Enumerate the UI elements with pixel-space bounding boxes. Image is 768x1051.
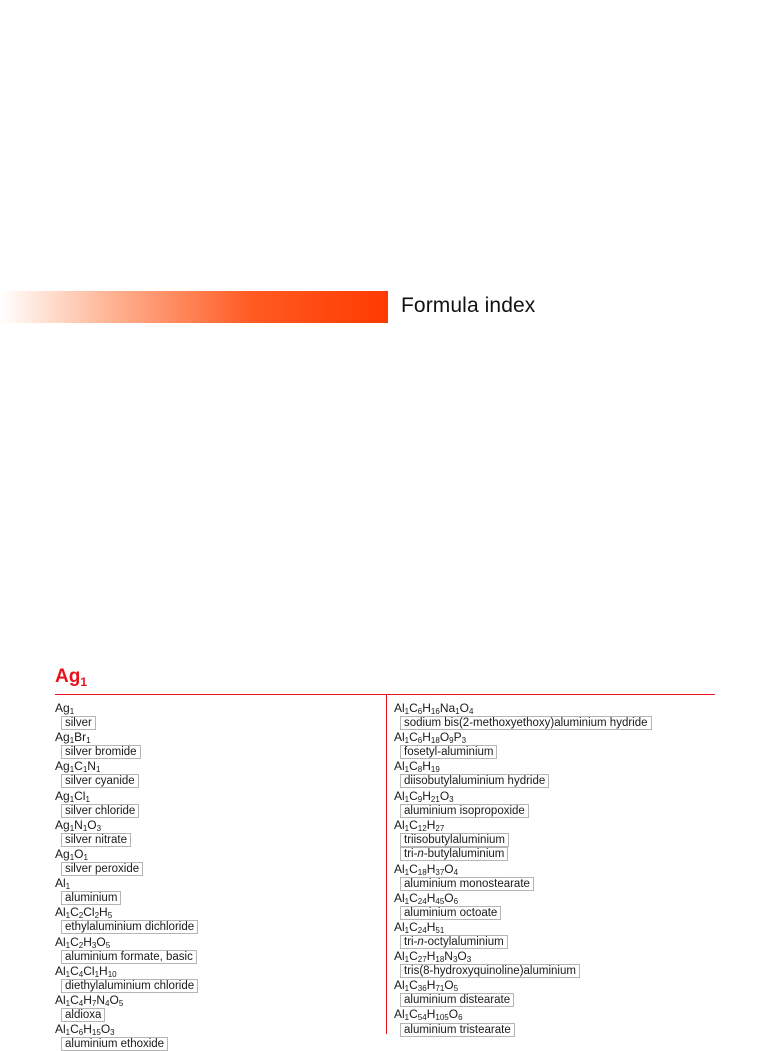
element-symbol: H <box>422 788 431 803</box>
element-symbol: Al <box>55 934 66 949</box>
element-count: 9 <box>417 794 423 804</box>
element-symbol: O <box>96 934 106 949</box>
compound-name-row <box>55 1037 375 1051</box>
compound-name-link[interactable]: ethylaluminium dichloride <box>61 920 198 934</box>
element-count: 18 <box>435 955 445 965</box>
compound-name-row <box>394 993 724 1008</box>
element-symbol: O <box>439 788 450 803</box>
element-count: 37 <box>435 867 445 877</box>
compound-name-row <box>394 847 724 862</box>
compound-name-row <box>394 745 724 760</box>
element-symbol: Al <box>55 876 66 891</box>
element-count: 6 <box>417 707 423 716</box>
element-symbol: C <box>70 963 79 978</box>
formula-entry <box>55 935 375 950</box>
element-symbol: N <box>87 759 96 774</box>
formula-entry <box>55 964 375 979</box>
formula-entry <box>394 818 724 833</box>
element-symbol: Ag <box>55 788 70 803</box>
element-count: 1 <box>404 823 410 833</box>
element-count: 51 <box>435 925 445 935</box>
compound-name-row <box>394 1022 724 1037</box>
element-symbol: O <box>448 1007 459 1022</box>
element-symbol: C <box>409 817 418 832</box>
element-symbol: Al <box>55 963 66 978</box>
element-symbol: Ag <box>55 730 70 745</box>
element-symbol: H <box>422 730 431 745</box>
compound-name-link[interactable]: aluminium tristearate <box>400 1023 515 1037</box>
element-symbol: Al <box>394 978 405 993</box>
element-count: 1 <box>404 794 410 804</box>
element-count: 3 <box>449 794 454 804</box>
compound-name-link[interactable]: fosetyl-aluminium <box>400 745 497 759</box>
element-count: 105 <box>435 1013 449 1023</box>
element-symbol: O <box>457 949 467 964</box>
element-count: 1 <box>65 882 71 892</box>
element-count: 1 <box>65 911 71 921</box>
compound-name-link[interactable]: silver <box>61 716 96 730</box>
element-count: 3 <box>96 823 102 833</box>
element-symbol: H <box>83 934 92 949</box>
element-symbol: O <box>444 890 454 905</box>
element-symbol: H <box>83 1022 92 1037</box>
element-symbol: C <box>74 759 83 774</box>
element-count: 12 <box>417 823 427 833</box>
element-count: 24 <box>417 925 427 935</box>
element-symbol: O <box>444 861 454 876</box>
element-count: 1 <box>69 707 75 716</box>
element-count: 2 <box>94 911 100 921</box>
element-count: 10 <box>107 969 117 979</box>
element-count: 4 <box>78 969 84 979</box>
formula-entry <box>55 905 375 920</box>
compound-name-link[interactable]: diethylaluminium chloride <box>61 979 198 993</box>
element-count: 5 <box>107 911 113 921</box>
element-count: 2 <box>78 911 84 921</box>
compound-name-row <box>55 1007 375 1022</box>
element-symbol: C <box>70 934 79 949</box>
element-symbol: Al <box>55 905 66 920</box>
element-symbol: N <box>444 949 453 964</box>
element-count: 4 <box>78 998 84 1008</box>
compound-name-row <box>394 803 724 818</box>
element-symbol: O <box>87 817 97 832</box>
element-count: 71 <box>435 984 445 994</box>
element-count: 1 <box>94 969 100 979</box>
element-count: 16 <box>430 707 440 716</box>
element-count: 4 <box>453 867 459 877</box>
element-symbol: Ag <box>55 846 70 861</box>
element-count: 45 <box>435 896 445 906</box>
compound-name-row <box>394 964 724 979</box>
element-symbol: O <box>444 978 454 993</box>
formula-entry <box>394 1007 724 1022</box>
compound-name-row <box>55 803 375 818</box>
element-symbol: H <box>426 919 436 934</box>
element-count: 1 <box>95 765 101 775</box>
compound-name-link[interactable]: aluminium monostearate <box>400 877 534 891</box>
element-count: 6 <box>458 1013 463 1023</box>
element-count: 3 <box>466 955 472 965</box>
element-count: 3 <box>452 955 458 965</box>
compound-name-link[interactable]: aldioxa <box>61 1008 105 1022</box>
compound-name-link[interactable]: tris(8-hydroxyquinoline)aluminium <box>400 964 580 978</box>
element-symbol: Na <box>439 701 456 715</box>
element-symbol: C <box>409 919 418 934</box>
element-symbol: O <box>459 701 469 715</box>
element-symbol: Cl <box>74 788 86 803</box>
element-count: 21 <box>430 794 440 804</box>
element-symbol: H <box>99 905 108 920</box>
element-symbol: H <box>83 992 92 1007</box>
element-symbol: C <box>70 1022 79 1037</box>
element-symbol: H <box>426 949 436 964</box>
page-title: Formula index <box>401 294 536 317</box>
element-symbol: Cl <box>83 905 95 920</box>
element-symbol: N <box>96 992 106 1007</box>
element-symbol: Al <box>394 701 405 715</box>
compound-name-link[interactable]: tri-n-butylaluminium <box>400 847 508 861</box>
element-count: 1 <box>404 896 410 906</box>
formula-entry <box>55 818 375 833</box>
element-symbol: C <box>409 701 418 715</box>
element-count: 1 <box>82 765 88 775</box>
formula-entry <box>394 789 724 804</box>
element-count: 24 <box>417 896 427 906</box>
element-symbol: H <box>422 759 431 774</box>
element-symbol: Ag <box>55 759 70 774</box>
compound-name-link[interactable]: triisobutylaluminium <box>400 833 509 847</box>
element-count: 1 <box>82 823 88 833</box>
compound-name-row <box>55 891 375 906</box>
element-count: 1 <box>404 736 410 746</box>
compound-name-link[interactable]: aluminium formate, basic <box>61 950 197 964</box>
compound-name-link[interactable]: silver bromide <box>61 745 141 759</box>
formula-entry <box>394 759 724 774</box>
compound-name-row <box>394 774 724 789</box>
element-symbol: O <box>109 992 119 1007</box>
compound-name-link[interactable]: tri-n-octylaluminium <box>400 935 508 949</box>
element-count: 1 <box>65 969 71 979</box>
compound-name-row <box>55 862 375 877</box>
column-divider <box>386 694 387 1034</box>
element-symbol: C <box>409 861 418 876</box>
element-symbol: N <box>74 817 83 832</box>
formula-entry <box>394 862 724 877</box>
element-count: 1 <box>404 925 410 935</box>
formula-entry <box>55 789 375 804</box>
element-count: 54 <box>417 1013 427 1023</box>
element-count: 6 <box>78 1028 84 1038</box>
element-count: 27 <box>435 823 445 833</box>
element-symbol: Al <box>394 1007 405 1022</box>
section-heading <box>55 666 87 693</box>
formula-entry <box>55 847 375 862</box>
element-count: 1 <box>404 984 410 994</box>
element-count: 1 <box>69 765 75 775</box>
element-count: 1 <box>455 707 460 716</box>
element-symbol: Cl <box>83 963 95 978</box>
element-count: 5 <box>118 998 124 1008</box>
element-count: 1 <box>83 852 88 862</box>
element-symbol: Al <box>55 1022 66 1037</box>
element-count: 18 <box>430 736 440 746</box>
element-symbol: H <box>99 963 108 978</box>
element-symbol: C <box>409 788 418 803</box>
compound-name-link[interactable]: aluminium octoate <box>400 906 501 920</box>
element-symbol: C <box>409 978 418 993</box>
formula-entry <box>55 730 375 745</box>
element-count: 2 <box>78 940 84 950</box>
element-count: 1 <box>69 852 75 862</box>
compound-name-row <box>55 774 375 789</box>
formula-entry <box>394 701 724 716</box>
element-symbol: C <box>409 949 418 964</box>
element-symbol: P <box>453 730 462 745</box>
element-count: 6 <box>453 896 459 906</box>
element-count: 1 <box>85 794 90 804</box>
section-divider <box>55 694 715 695</box>
element-symbol: Ag <box>55 817 70 832</box>
compound-name-link[interactable]: aluminium <box>61 891 121 905</box>
element-count: 1 <box>404 1013 410 1023</box>
element-count: 27 <box>417 955 427 965</box>
compound-name-row <box>394 905 724 920</box>
element-symbol: Br <box>74 730 87 745</box>
formula-entry <box>55 701 375 716</box>
element-count: 1 <box>69 823 75 833</box>
element-count: 1 <box>69 794 75 804</box>
element-symbol: C <box>70 992 79 1007</box>
element-symbol: Al <box>394 788 405 803</box>
element-count: 1 <box>404 707 410 716</box>
element-symbol: O <box>74 846 84 861</box>
formula-entry <box>394 949 724 964</box>
element-count: 8 <box>417 765 423 775</box>
element-symbol: C <box>70 905 79 920</box>
element-symbol: Al <box>394 861 405 876</box>
compound-name-row <box>394 876 724 891</box>
compound-name-row <box>55 745 375 760</box>
element-count: 1 <box>86 736 91 746</box>
element-symbol: H <box>426 978 436 993</box>
element-count: 3 <box>110 1028 115 1038</box>
formula-entry <box>394 978 724 993</box>
compound-name-row <box>55 978 375 993</box>
element-count: 36 <box>417 984 427 994</box>
compound-name-row <box>55 716 375 731</box>
element-count: 1 <box>65 940 71 950</box>
compound-name-link[interactable]: diisobutylaluminium hydride <box>400 774 549 788</box>
element-symbol: C <box>409 890 418 905</box>
element-symbol: Al <box>394 949 405 964</box>
compound-name-row <box>55 949 375 964</box>
formula-entry <box>55 993 375 1008</box>
element-symbol: Al <box>394 890 405 905</box>
compound-name-row <box>55 832 375 847</box>
header-gradient-bar <box>0 291 388 323</box>
compound-name-row <box>394 716 724 731</box>
compound-name-row <box>55 920 375 935</box>
element-symbol: O <box>100 1022 111 1037</box>
element-symbol: Al <box>394 817 405 832</box>
compound-name-link[interactable]: silver nitrate <box>61 833 131 847</box>
element-count: 1 <box>65 1028 71 1038</box>
element-count: 3 <box>91 940 97 950</box>
element-count: 7 <box>91 998 97 1008</box>
formula-entry <box>55 1022 375 1037</box>
element-count: 6 <box>417 736 423 746</box>
compound-name-link[interactable]: silver cyanide <box>61 774 139 788</box>
element-count: 4 <box>468 707 474 716</box>
compound-name-row <box>394 832 724 847</box>
compound-name-link[interactable]: aluminium ethoxide <box>61 1037 168 1051</box>
element-count: 5 <box>453 984 459 994</box>
element-symbol: Al <box>394 919 405 934</box>
element-symbol: C <box>409 759 418 774</box>
element-symbol: H <box>426 1007 436 1022</box>
element-symbol: O <box>439 730 450 745</box>
element-count: 1 <box>69 736 75 746</box>
element-count: 1 <box>65 998 71 1008</box>
element-symbol: H <box>422 701 431 715</box>
element-count: 3 <box>461 736 467 746</box>
compound-name-link[interactable]: silver chloride <box>61 804 139 818</box>
section-symbol: Ag <box>55 666 81 687</box>
element-count: 1 <box>404 867 410 877</box>
compound-name-link[interactable]: aluminium distearate <box>400 993 514 1007</box>
index-column-left <box>55 701 375 1051</box>
element-symbol: Al <box>55 992 66 1007</box>
formula-entry <box>394 730 724 745</box>
compound-name-link[interactable]: sodium bis(2-methoxyethoxy)aluminium hydride <box>400 716 652 730</box>
element-count: 18 <box>417 867 427 877</box>
element-symbol: H <box>426 817 436 832</box>
formula-entry <box>55 876 375 891</box>
element-symbol: C <box>409 730 418 745</box>
compound-name-row <box>394 935 724 950</box>
formula-entry <box>55 759 375 774</box>
element-symbol: H <box>426 890 436 905</box>
element-count: 15 <box>91 1028 101 1038</box>
compound-name-link[interactable]: aluminium isopropoxide <box>400 804 529 818</box>
index-column-right <box>394 701 724 1037</box>
formula-entry <box>394 891 724 906</box>
element-count: 5 <box>105 940 111 950</box>
element-count: 9 <box>449 736 454 746</box>
element-count: 4 <box>105 998 110 1008</box>
element-symbol: Al <box>394 730 405 745</box>
element-symbol: H <box>426 861 436 876</box>
element-count: 1 <box>404 765 410 775</box>
compound-name-link[interactable]: silver peroxide <box>61 862 143 876</box>
section-subscript: 1 <box>80 675 88 689</box>
element-symbol: C <box>409 1007 418 1022</box>
element-symbol: Al <box>394 759 405 774</box>
element-symbol: Ag <box>55 701 70 715</box>
formula-entry <box>394 920 724 935</box>
element-count: 1 <box>404 955 410 965</box>
element-count: 19 <box>430 765 440 775</box>
